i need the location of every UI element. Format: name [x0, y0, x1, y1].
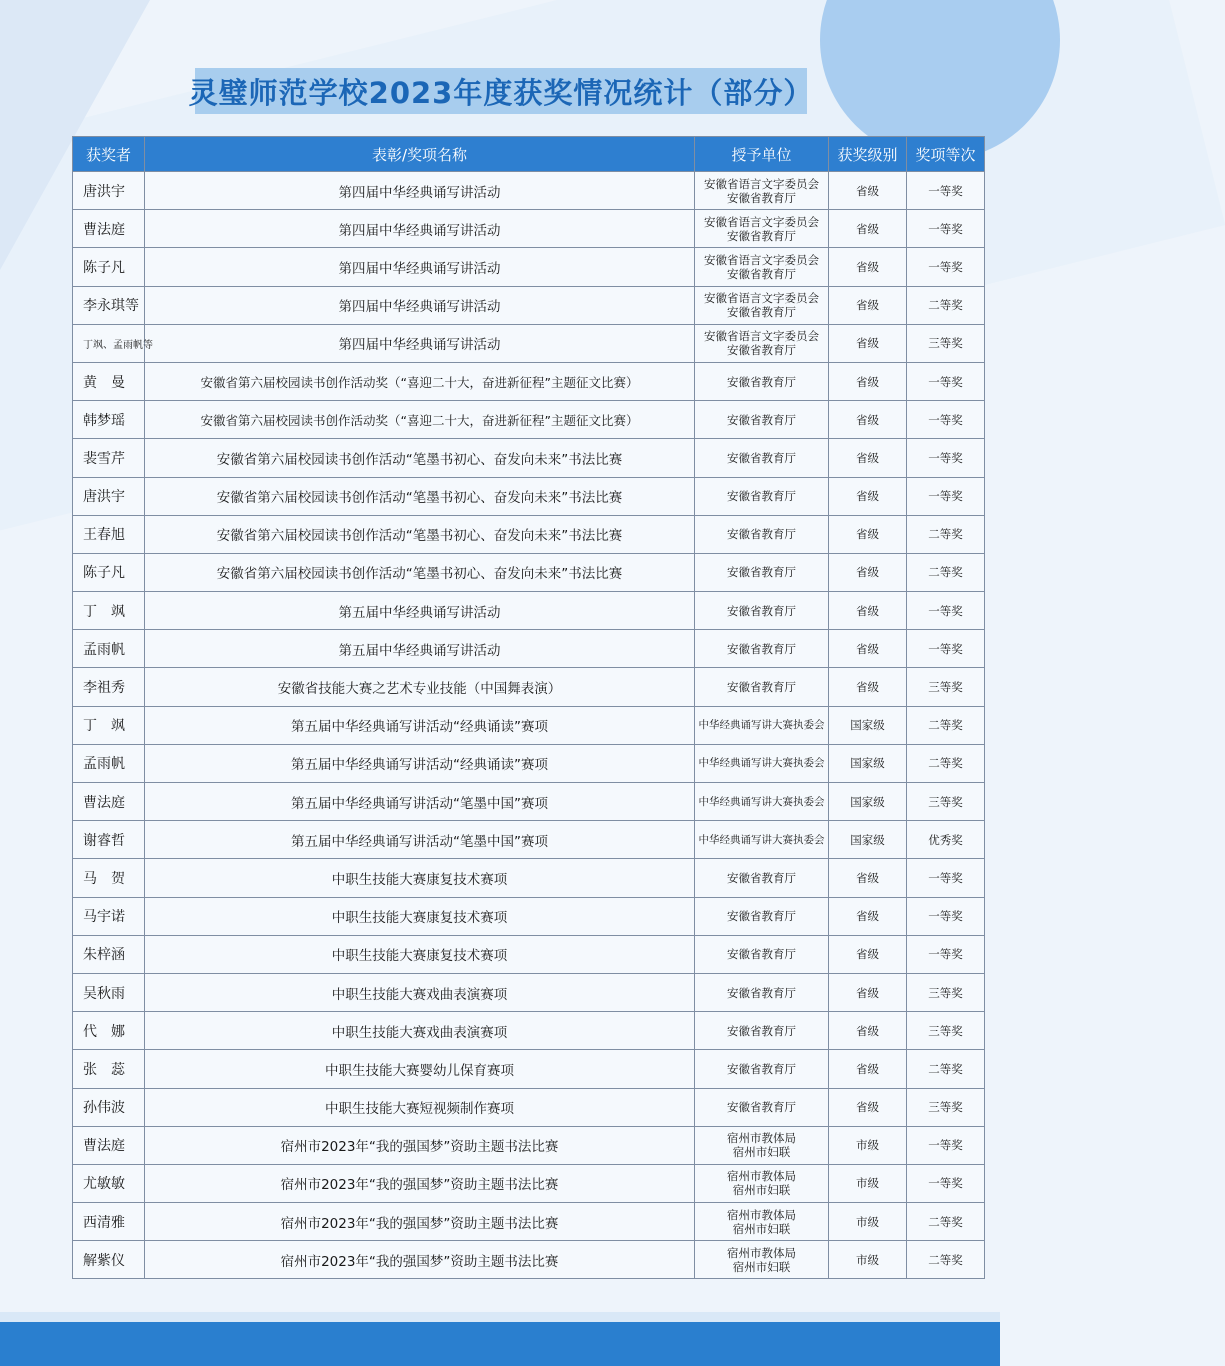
- cell-award-grade: 一等奖: [907, 439, 985, 477]
- header-award-level: 获奖级别: [829, 137, 907, 172]
- cell-winner: 唐洪宇: [73, 172, 145, 210]
- cell-granting-unit: 安徽省教育厅: [695, 630, 829, 668]
- table-row: [73, 1012, 985, 1050]
- cell-award-grade: 三等奖: [907, 668, 985, 706]
- cell-granting-unit: 安徽省语言文字委员会 安徽省教育厅: [695, 286, 829, 324]
- cell-award-name: 中职生技能大赛戏曲表演赛项: [145, 1012, 695, 1050]
- cell-granting-unit: 安徽省教育厅: [695, 1088, 829, 1126]
- cell-award-name: 安徽省第六届校园读书创作活动“笔墨书初心、奋发向未来”书法比赛: [145, 439, 695, 477]
- cell-granting-unit: 安徽省教育厅: [695, 401, 829, 439]
- cell-granting-unit: 安徽省教育厅: [695, 935, 829, 973]
- cell-award-grade: 三等奖: [907, 1012, 985, 1050]
- table-row: [73, 1050, 985, 1088]
- cell-award-name: 第五届中华经典诵写讲活动“笔墨中国”赛项: [145, 821, 695, 859]
- cell-granting-unit: 中华经典诵写讲大赛执委会: [695, 821, 829, 859]
- cell-granting-unit: 安徽省教育厅: [695, 859, 829, 897]
- cell-award-level: 省级: [829, 973, 907, 1011]
- table-row: [73, 286, 985, 324]
- table-row: [73, 783, 985, 821]
- cell-award-grade: 一等奖: [907, 172, 985, 210]
- cell-granting-unit: 安徽省语言文字委员会 安徽省教育厅: [695, 210, 829, 248]
- cell-granting-unit: 中华经典诵写讲大赛执委会: [695, 706, 829, 744]
- table-row: [73, 477, 985, 515]
- cell-award-level: 省级: [829, 1050, 907, 1088]
- cell-winner: 代 娜: [73, 1012, 145, 1050]
- cell-winner: 黄 曼: [73, 362, 145, 400]
- cell-award-level: 国家级: [829, 706, 907, 744]
- cell-award-name: 安徽省第六届校园读书创作活动“笔墨书初心、奋发向未来”书法比赛: [145, 515, 695, 553]
- table-row: [73, 401, 985, 439]
- cell-award-grade: 优秀奖: [907, 821, 985, 859]
- cell-award-grade: 二等奖: [907, 515, 985, 553]
- table-row: [73, 668, 985, 706]
- cell-winner: 丁飒、孟雨帆等: [73, 324, 145, 362]
- cell-winner: 丁 飒: [73, 706, 145, 744]
- cell-winner: 韩梦瑶: [73, 401, 145, 439]
- cell-winner: 孟雨帆: [73, 630, 145, 668]
- table-row: [73, 973, 985, 1011]
- table-row: [73, 1164, 985, 1202]
- cell-award-grade: 一等奖: [907, 1126, 985, 1164]
- cell-award-name: 中职生技能大赛短视频制作赛项: [145, 1088, 695, 1126]
- cell-award-level: 省级: [829, 210, 907, 248]
- cell-award-grade: 二等奖: [907, 706, 985, 744]
- cell-award-grade: 一等奖: [907, 859, 985, 897]
- awards-table: [72, 136, 985, 1279]
- cell-winner: 陈子凡: [73, 248, 145, 286]
- cell-award-name: 安徽省第六届校园读书创作活动“笔墨书初心、奋发向未来”书法比赛: [145, 477, 695, 515]
- cell-granting-unit: 安徽省教育厅: [695, 592, 829, 630]
- cell-award-name: 第五届中华经典诵写讲活动“笔墨中国”赛项: [145, 783, 695, 821]
- table-row: [73, 172, 985, 210]
- cell-award-name: 安徽省第六届校园读书创作活动奖（“喜迎二十大，奋进新征程”主题征文比赛）: [145, 362, 695, 400]
- cell-winner: 孙伟波: [73, 1088, 145, 1126]
- cell-award-level: 省级: [829, 553, 907, 591]
- cell-award-grade: 二等奖: [907, 1241, 985, 1279]
- cell-award-level: 省级: [829, 1088, 907, 1126]
- cell-granting-unit: 中华经典诵写讲大赛执委会: [695, 783, 829, 821]
- cell-award-level: 省级: [829, 362, 907, 400]
- cell-award-name: 第四届中华经典诵写讲活动: [145, 286, 695, 324]
- table-row: [73, 859, 985, 897]
- table-row: [73, 515, 985, 553]
- cell-award-name: 中职生技能大赛戏曲表演赛项: [145, 973, 695, 1011]
- table-row: [73, 935, 985, 973]
- cell-winner: 王春旭: [73, 515, 145, 553]
- cell-winner: 唐洪宇: [73, 477, 145, 515]
- cell-award-name: 宿州市2023年“我的强国梦”资助主题书法比赛: [145, 1126, 695, 1164]
- cell-granting-unit: 安徽省教育厅: [695, 439, 829, 477]
- table-row: [73, 592, 985, 630]
- cell-award-grade: 三等奖: [907, 324, 985, 362]
- table-row: [73, 210, 985, 248]
- cell-award-grade: 二等奖: [907, 553, 985, 591]
- cell-award-level: 省级: [829, 1012, 907, 1050]
- cell-award-grade: 一等奖: [907, 477, 985, 515]
- table-row: [73, 630, 985, 668]
- cell-granting-unit: 安徽省教育厅: [695, 553, 829, 591]
- table-row: [73, 1088, 985, 1126]
- page-title: 灵璧师范学校2023年度获奖情况统计（部分）: [188, 75, 814, 110]
- cell-winner: 曹法庭: [73, 1126, 145, 1164]
- cell-award-level: 省级: [829, 668, 907, 706]
- cell-award-name: 安徽省第六届校园读书创作活动奖（“喜迎二十大，奋进新征程”主题征文比赛）: [145, 401, 695, 439]
- cell-award-grade: 一等奖: [907, 630, 985, 668]
- cell-winner: 曹法庭: [73, 783, 145, 821]
- cell-award-grade: 一等奖: [907, 210, 985, 248]
- cell-award-name: 第四届中华经典诵写讲活动: [145, 248, 695, 286]
- cell-award-grade: 一等奖: [907, 248, 985, 286]
- cell-award-grade: 三等奖: [907, 783, 985, 821]
- cell-winner: 曹法庭: [73, 210, 145, 248]
- page-title-banner: [188, 68, 814, 114]
- table-row: [73, 897, 985, 935]
- cell-award-name: 第四届中华经典诵写讲活动: [145, 324, 695, 362]
- cell-award-grade: 一等奖: [907, 362, 985, 400]
- cell-award-grade: 一等奖: [907, 935, 985, 973]
- cell-award-level: 市级: [829, 1126, 907, 1164]
- cell-award-name: 宿州市2023年“我的强国梦”资助主题书法比赛: [145, 1241, 695, 1279]
- cell-award-grade: 三等奖: [907, 1088, 985, 1126]
- cell-award-grade: 二等奖: [907, 286, 985, 324]
- cell-award-name: 安徽省第六届校园读书创作活动“笔墨书初心、奋发向未来”书法比赛: [145, 553, 695, 591]
- table-row: [73, 706, 985, 744]
- cell-granting-unit: 安徽省语言文字委员会 安徽省教育厅: [695, 172, 829, 210]
- cell-granting-unit: 宿州市教体局 宿州市妇联: [695, 1203, 829, 1241]
- cell-granting-unit: 安徽省教育厅: [695, 1012, 829, 1050]
- cell-award-level: 省级: [829, 592, 907, 630]
- cell-award-grade: 二等奖: [907, 1203, 985, 1241]
- cell-granting-unit: 安徽省语言文字委员会 安徽省教育厅: [695, 248, 829, 286]
- table-row: [73, 553, 985, 591]
- cell-granting-unit: 中华经典诵写讲大赛执委会: [695, 744, 829, 782]
- cell-award-level: 省级: [829, 515, 907, 553]
- cell-award-grade: 一等奖: [907, 401, 985, 439]
- cell-award-name: 中职生技能大赛康复技术赛项: [145, 859, 695, 897]
- cell-award-name: 中职生技能大赛康复技术赛项: [145, 897, 695, 935]
- cell-winner: 裴雪芹: [73, 439, 145, 477]
- cell-winner: 李永琪等: [73, 286, 145, 324]
- cell-winner: 吴秋雨: [73, 973, 145, 1011]
- cell-award-grade: 二等奖: [907, 744, 985, 782]
- cell-winner: 陈子凡: [73, 553, 145, 591]
- header-award-name: 表彰/奖项名称: [145, 137, 695, 172]
- cell-award-level: 市级: [829, 1203, 907, 1241]
- cell-award-name: 第五届中华经典诵写讲活动“经典诵读”赛项: [145, 744, 695, 782]
- cell-winner: 西清雅: [73, 1203, 145, 1241]
- table-row: [73, 1203, 985, 1241]
- cell-award-name: 安徽省技能大赛之艺术专业技能（中国舞表演）: [145, 668, 695, 706]
- cell-award-name: 中职生技能大赛康复技术赛项: [145, 935, 695, 973]
- cell-award-level: 国家级: [829, 783, 907, 821]
- cell-award-name: 第四届中华经典诵写讲活动: [145, 172, 695, 210]
- cell-award-level: 省级: [829, 248, 907, 286]
- cell-winner: 张 蕊: [73, 1050, 145, 1088]
- cell-award-level: 省级: [829, 630, 907, 668]
- cell-granting-unit: 宿州市教体局 宿州市妇联: [695, 1164, 829, 1202]
- header-winner: 获奖者: [73, 137, 145, 172]
- cell-winner: 谢睿哲: [73, 821, 145, 859]
- table-row: [73, 1241, 985, 1279]
- cell-granting-unit: 安徽省教育厅: [695, 973, 829, 1011]
- table-row: [73, 744, 985, 782]
- cell-granting-unit: 安徽省教育厅: [695, 1050, 829, 1088]
- cell-award-name: 第五届中华经典诵写讲活动: [145, 592, 695, 630]
- cell-award-level: 省级: [829, 859, 907, 897]
- cell-granting-unit: 宿州市教体局 宿州市妇联: [695, 1126, 829, 1164]
- header-award-grade: 奖项等次: [907, 137, 985, 172]
- cell-winner: 马宇诺: [73, 897, 145, 935]
- cell-granting-unit: 安徽省教育厅: [695, 897, 829, 935]
- cell-award-level: 省级: [829, 935, 907, 973]
- cell-winner: 马 贺: [73, 859, 145, 897]
- cell-award-level: 省级: [829, 324, 907, 362]
- table-header-row: [73, 137, 985, 172]
- cell-award-level: 省级: [829, 286, 907, 324]
- cell-award-level: 国家级: [829, 744, 907, 782]
- cell-award-grade: 三等奖: [907, 973, 985, 1011]
- cell-granting-unit: 安徽省教育厅: [695, 362, 829, 400]
- table-row: [73, 362, 985, 400]
- footer-bar: [0, 1322, 1000, 1366]
- header-granting-unit: 授予单位: [695, 137, 829, 172]
- cell-granting-unit: 安徽省教育厅: [695, 515, 829, 553]
- cell-granting-unit: 安徽省语言文字委员会 安徽省教育厅: [695, 324, 829, 362]
- cell-winner: 朱梓涵: [73, 935, 145, 973]
- footer-stripe: [0, 1312, 1000, 1322]
- table-body: [73, 172, 985, 1279]
- cell-award-level: 省级: [829, 439, 907, 477]
- cell-award-level: 国家级: [829, 821, 907, 859]
- cell-winner: 孟雨帆: [73, 744, 145, 782]
- cell-award-name: 宿州市2023年“我的强国梦”资助主题书法比赛: [145, 1203, 695, 1241]
- cell-winner: 尤敏敏: [73, 1164, 145, 1202]
- table-row: [73, 1126, 985, 1164]
- cell-winner: 李祖秀: [73, 668, 145, 706]
- table-row: [73, 821, 985, 859]
- cell-award-grade: 一等奖: [907, 897, 985, 935]
- cell-award-grade: 二等奖: [907, 1050, 985, 1088]
- cell-award-level: 省级: [829, 477, 907, 515]
- cell-granting-unit: 宿州市教体局 宿州市妇联: [695, 1241, 829, 1279]
- table-row: [73, 248, 985, 286]
- cell-granting-unit: 安徽省教育厅: [695, 668, 829, 706]
- cell-award-level: 市级: [829, 1241, 907, 1279]
- cell-winner: 解紫仪: [73, 1241, 145, 1279]
- cell-award-grade: 一等奖: [907, 1164, 985, 1202]
- cell-award-name: 第五届中华经典诵写讲活动“经典诵读”赛项: [145, 706, 695, 744]
- cell-award-level: 省级: [829, 172, 907, 210]
- table-row: [73, 324, 985, 362]
- cell-award-grade: 一等奖: [907, 592, 985, 630]
- cell-winner: 丁 飒: [73, 592, 145, 630]
- cell-award-level: 省级: [829, 897, 907, 935]
- cell-award-name: 中职生技能大赛婴幼儿保育赛项: [145, 1050, 695, 1088]
- cell-award-level: 省级: [829, 401, 907, 439]
- cell-award-level: 市级: [829, 1164, 907, 1202]
- cell-award-name: 第五届中华经典诵写讲活动: [145, 630, 695, 668]
- cell-award-name: 第四届中华经典诵写讲活动: [145, 210, 695, 248]
- table-row: [73, 439, 985, 477]
- cell-granting-unit: 安徽省教育厅: [695, 477, 829, 515]
- cell-award-name: 宿州市2023年“我的强国梦”资助主题书法比赛: [145, 1164, 695, 1202]
